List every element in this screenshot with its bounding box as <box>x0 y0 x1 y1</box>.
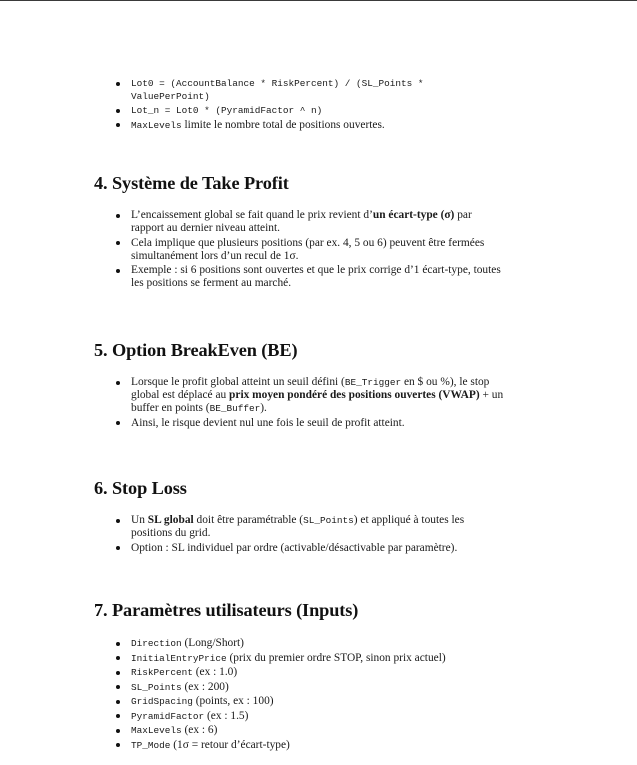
list-item <box>99 695 559 708</box>
list-item <box>99 710 559 723</box>
bold-text: un écart-type (σ) <box>372 209 455 221</box>
list-item-text: global est déplacé au <box>131 389 230 401</box>
section-7-heading: 7. Paramètres utilisateurs (Inputs) <box>94 600 359 620</box>
list-item-text: (points, ex : 100) <box>192 695 274 707</box>
list-item <box>99 739 559 752</box>
list-item <box>99 119 559 132</box>
list-item-text: buffer en points ( <box>131 402 210 414</box>
list-item-text: simultanément lors d’un recul de 1σ. <box>131 249 299 262</box>
code-be-buffer: BE_Buffer <box>209 403 261 414</box>
code-param: GridSpacing <box>131 696 193 707</box>
formula-lotn: Lot_n = Lot0 * (PyramidFactor ^ n) <box>131 105 323 116</box>
list-item-text: L’encaissement global se fait quand le prix revient d’ <box>131 209 373 221</box>
list-item-text: (ex : 6) <box>181 724 218 736</box>
section-4-heading: 4. Système de Take Profit <box>94 173 289 193</box>
list-item-text: + un <box>479 389 504 401</box>
section-4-list <box>99 209 559 292</box>
list-item-text: (prix du premier ordre STOP, sinon prix actuel) <box>226 651 446 664</box>
bold-text: SL global <box>147 514 194 526</box>
section-6-list <box>99 514 559 556</box>
list-item <box>99 264 559 290</box>
list-item-text: positions du grid. <box>131 527 211 539</box>
list-item-text: doit être paramétrable ( <box>193 514 304 526</box>
list-item <box>99 237 559 263</box>
list-item-text: rapport au dernier niveau atteint. <box>131 222 280 234</box>
formula-lot0-line1: Lot0 = (AccountBalance * RiskPercent) / (SL_Points * <box>131 78 424 89</box>
list-item-text: ). <box>260 402 267 414</box>
list-item <box>99 652 559 665</box>
list-item-text: Lorsque le profit global atteint un seuil défini ( <box>131 376 345 388</box>
formula-list <box>99 77 559 133</box>
list-item-text: (ex : 1.0) <box>192 666 238 678</box>
section-7-list <box>99 637 559 753</box>
code-param: Direction <box>131 638 182 649</box>
list-item <box>99 681 559 694</box>
formula-lot0-line2: ValuePerPoint) <box>131 91 210 102</box>
code-param: MaxLevels <box>131 725 182 736</box>
list-item <box>99 724 559 737</box>
code-param: RiskPercent <box>131 667 193 678</box>
section-6-heading: 6. Stop Loss <box>94 478 187 498</box>
list-item <box>99 209 559 235</box>
section-5-heading: 5. Option BreakEven (BE) <box>94 340 298 360</box>
code-param: TP_Mode <box>131 739 171 751</box>
list-item-text: Option : SL individuel par ordre (activable/désactivable par paramètre). <box>131 541 458 554</box>
list-item <box>99 376 559 415</box>
code-maxlevels: MaxLevels <box>131 119 182 131</box>
list-item-text: Exemple : si 6 positions sont ouvertes et que le prix corrige d’1 écart-type, toutes <box>131 264 501 276</box>
list-item-text: (1σ = retour d’écart-type) <box>170 738 290 751</box>
code-param: SL_Points <box>131 681 182 693</box>
list-item <box>99 417 559 430</box>
list-item <box>99 77 559 103</box>
list-item-text: (Long/Short) <box>181 637 244 649</box>
code-be-trigger: BE_Trigger <box>344 377 402 388</box>
list-item-text: Ainsi, le risque devient nul une fois le seuil de profit atteint. <box>131 416 405 429</box>
list-item-text: (ex : 200) <box>181 680 229 693</box>
code-sl-points: SL_Points <box>303 515 354 526</box>
list-item <box>99 104 559 117</box>
list-item <box>99 666 559 679</box>
code-param: InitialEntryPrice <box>131 652 227 664</box>
list-item <box>99 637 559 650</box>
list-item-text: par <box>454 209 472 221</box>
list-item-text: Un <box>131 514 148 526</box>
list-item <box>99 542 559 555</box>
bold-text: prix moyen pondéré des positions ouvertes (VWAP) <box>229 389 480 401</box>
section-5-list <box>99 376 559 431</box>
list-item-text: Cela implique que plusieurs positions (par ex. 4, 5 ou 6) peuvent être fermées <box>131 236 485 249</box>
list-item-text: ) et appliqué à toutes les <box>353 514 465 526</box>
list-item-text: limite le nombre total de positions ouvertes. <box>181 118 385 131</box>
code-param: PyramidFactor <box>131 710 205 722</box>
list-item <box>99 514 559 540</box>
list-item-text: les positions se ferment au marché. <box>131 277 292 289</box>
list-item-text: en $ ou %), le stop <box>401 376 490 388</box>
list-item-text: (ex : 1.5) <box>204 709 249 722</box>
